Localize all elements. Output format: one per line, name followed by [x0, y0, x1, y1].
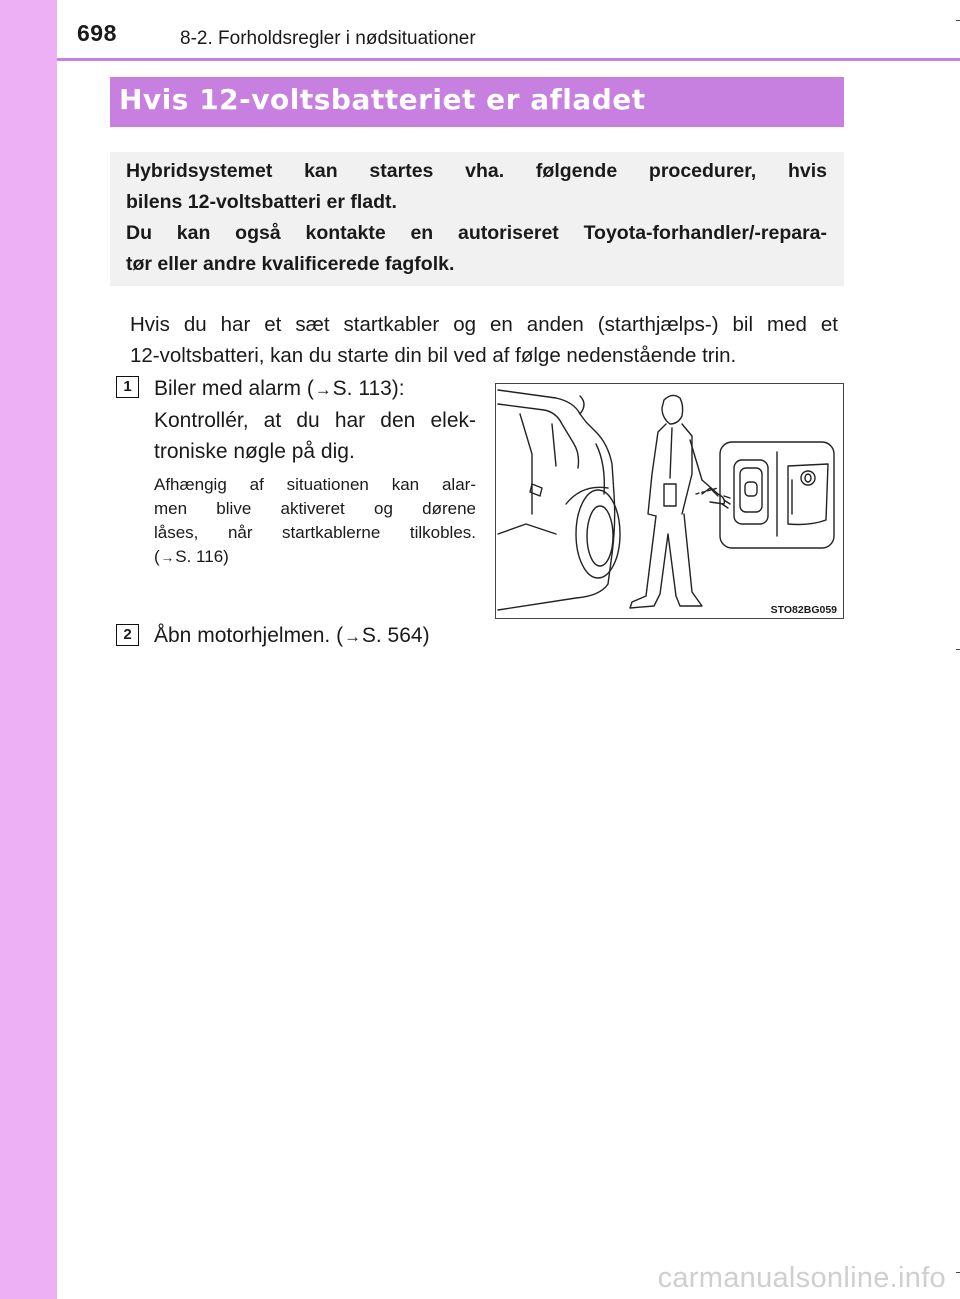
- step-2-label: Åbn motorhjelmen. (: [154, 624, 344, 647]
- step-2-text: [154, 620, 430, 652]
- intro-line: Hybridsystemet kan startes vha. følgende procedurer, hvis: [126, 160, 827, 182]
- page-reference-link[interactable]: S. 116): [175, 547, 229, 566]
- illustration-figure: [495, 383, 844, 619]
- body-line: Hvis du har et sæt startkabler og en anden (starthjælps-) bil med et: [130, 313, 838, 336]
- intro-box: [110, 152, 844, 286]
- note-line: (: [154, 547, 160, 566]
- step-1-text: [154, 373, 476, 467]
- step-1-note: [154, 473, 476, 570]
- intro-line: Du kan også kontakte en autoriseret Toyota-forhandler/-repara-: [126, 222, 827, 244]
- figure-code: STO82BG059: [770, 604, 837, 616]
- page-reference-link[interactable]: S. 113):: [332, 377, 405, 400]
- step-number-badge: 1: [116, 376, 139, 398]
- intro-line: bilens 12-voltsbatteri er fladt.: [126, 191, 397, 213]
- note-line: Afhængig af situationen kan alar-: [154, 475, 476, 494]
- arrow-icon: →: [160, 550, 175, 565]
- section-header: 8-2. Forholdsregler i nødsituationer: [180, 28, 476, 49]
- step-1-line1: Biler med alarm (: [154, 377, 314, 400]
- car-key-illustration: [496, 384, 845, 620]
- step-number-badge: 2: [116, 624, 139, 646]
- side-color-strip: [0, 0, 57, 1299]
- crop-mark: [956, 1272, 960, 1273]
- note-line: men blive aktiveret og dørene: [154, 499, 476, 518]
- page-reference-link[interactable]: S. 564): [361, 624, 430, 647]
- section-title: Hvis 12-voltsbatteriet er afladet: [110, 77, 844, 127]
- step-1-line3: troniske nøgle på dig.: [154, 440, 355, 463]
- note-line: låses, når startkablerne tilkobles.: [154, 523, 476, 542]
- arrow-icon: →: [344, 627, 361, 646]
- header-rule: [57, 58, 960, 61]
- intro-line: tør eller andre kvalificerede fagfolk.: [126, 253, 455, 275]
- crop-mark: [956, 20, 960, 21]
- watermark: carmanualsonline.info: [657, 1262, 946, 1294]
- page-number: 698: [77, 20, 117, 46]
- step-1-line2: Kontrollér, at du har den elek-: [154, 409, 476, 432]
- body-line: 12-voltsbatteri, kan du starte din bil ved af følge nedenstående trin.: [130, 344, 737, 367]
- arrow-icon: →: [314, 380, 332, 399]
- body-paragraph: [130, 309, 838, 371]
- crop-mark: [956, 649, 960, 650]
